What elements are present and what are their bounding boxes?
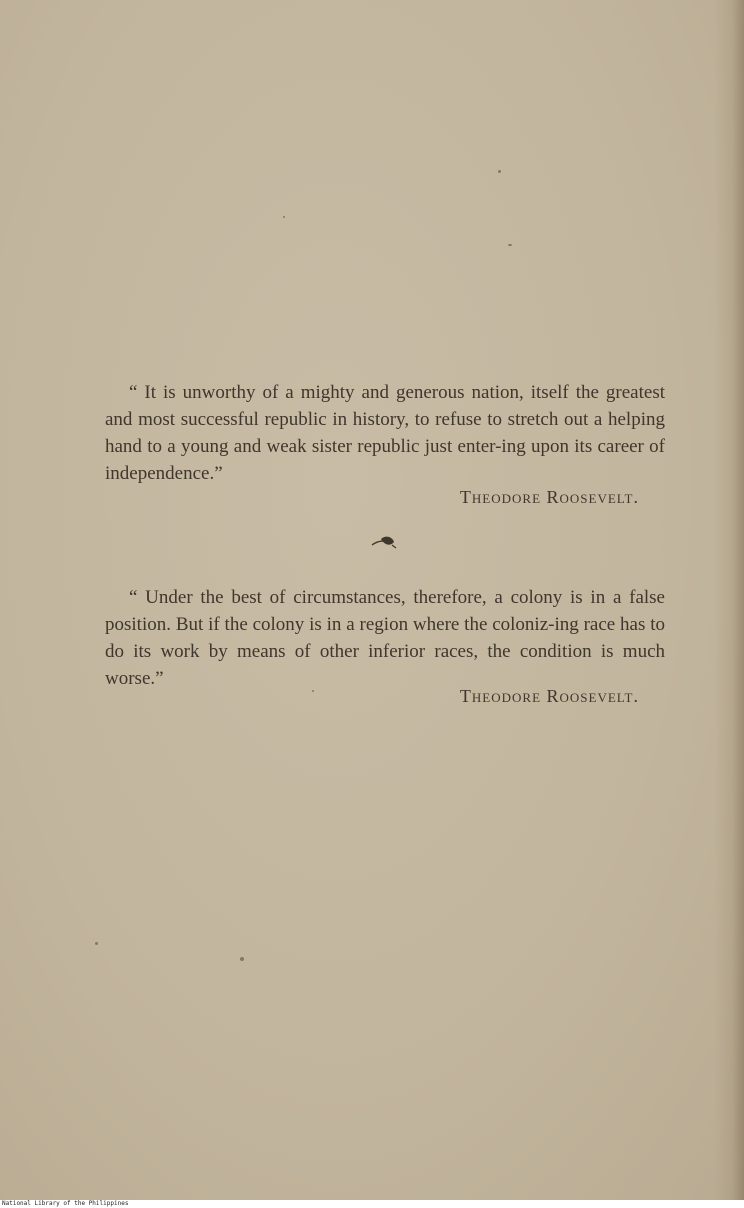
quote-first-attribution: Theodore Roosevelt. bbox=[459, 487, 639, 507]
quote-second-attribution: Theodore Roosevelt. bbox=[459, 686, 639, 706]
quote-second-text: “ Under the best of circumstances, therefore, a colony is in a false position. But if the colony is in a region where the coloniz-ing race has to do its work by means of other inferior races, the condition is much worse.” bbox=[105, 587, 665, 689]
quote-first bbox=[105, 379, 665, 487]
quote-second bbox=[105, 584, 665, 692]
quote-first-text: “ It is unworthy of a mighty and generous nation, itself the greatest and most successful republic in history, to refuse to stretch out a helping hand to a young and weak sister republic just enter-ing upon its career of independence.” bbox=[105, 382, 665, 484]
page-edge-shadow bbox=[714, 0, 744, 1200]
paper-speck bbox=[498, 170, 501, 173]
paper-speck bbox=[283, 216, 285, 218]
footer-credit: National Library of the Philippines bbox=[2, 1200, 129, 1207]
paper-speck bbox=[95, 942, 98, 945]
leaf-ornament-icon bbox=[370, 533, 398, 551]
paper-speck bbox=[508, 244, 512, 246]
paper-speck bbox=[240, 957, 244, 961]
